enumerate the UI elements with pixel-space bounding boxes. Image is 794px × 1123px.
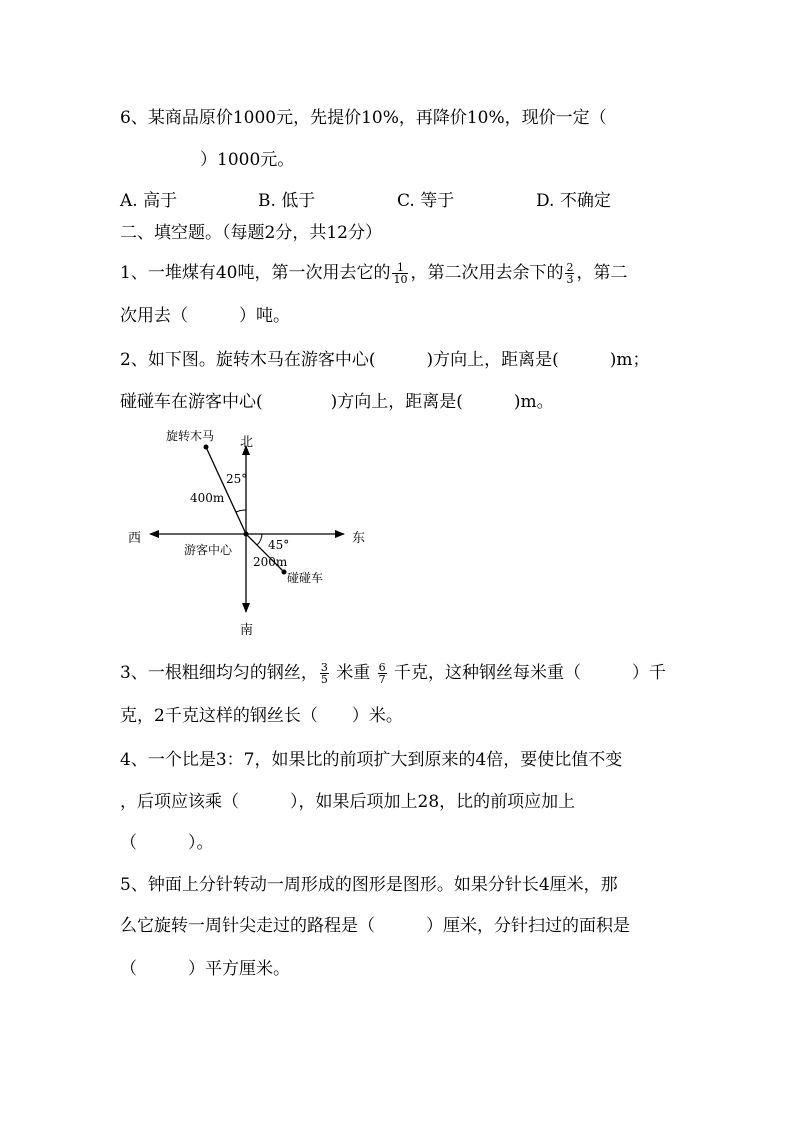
label-bumper: 碰碰车 — [287, 571, 324, 585]
angle-arc-45 — [257, 534, 262, 545]
fill-1-line2: 次用去（ ）吨。 — [120, 306, 290, 326]
fraction-1-10: $\frac{1}{10}$ — [393, 261, 408, 286]
fill-1-text-b: ，第二次用去余下的 — [410, 263, 564, 283]
fill-4-line1: 4、一个比是3：7，如果比的前项扩大到原来的4倍，要使比值不变 — [120, 750, 623, 770]
label-west: 西 — [128, 531, 142, 546]
fill-5-line2: 么它旋转一周针尖走过的路程是（ ）厘米，分针扫过的面积是 — [120, 916, 630, 936]
fill-3-text-c: 千克，这种钢丝每米重（ ）千 — [388, 663, 667, 683]
label-200m: 200m — [253, 555, 288, 569]
fill-3-line1 — [120, 661, 666, 685]
fill-5-line3: （ ）平方厘米。 — [120, 959, 290, 979]
fill-1-text-a: 1、一堆煤有40吨，第一次用去它的 — [120, 263, 391, 283]
section-heading: 二、填空题。（每题2分，共12分） — [120, 223, 382, 243]
bumper-point — [282, 570, 287, 575]
label-east: 东 — [352, 531, 366, 546]
fill-3-text-a: 3、一根粗细均匀的钢丝， — [120, 663, 318, 683]
fill-3-line2: 克，2千克这样的钢丝长（ ）米。 — [120, 706, 403, 726]
label-center: 游客中心 — [184, 543, 233, 557]
q6-line2: ）1000元。 — [200, 150, 295, 170]
fill-4-line3: （ ）。 — [120, 833, 214, 853]
option-c: C. 等于 — [397, 191, 455, 211]
label-angle-25: 25° — [226, 472, 248, 486]
fill-4-line2: ，后项应该乘（ ），如果后项加上28，比的前项应加上 — [120, 792, 576, 812]
label-south: 南 — [240, 623, 254, 638]
fill-2-line1: 2、如下图。旋转木马在游客中心( )方向上，距离是( )m； — [120, 350, 650, 370]
fraction-2-3: $\frac{2}{3}$ — [566, 261, 574, 286]
option-d: D. 不确定 — [536, 191, 611, 211]
option-b: B. 低于 — [258, 191, 316, 211]
option-a: A. 高于 — [120, 191, 178, 211]
label-angle-45: 45° — [268, 538, 290, 552]
carousel-point — [204, 445, 209, 450]
fill-1-text-c: ，第二 — [576, 263, 628, 283]
fraction-6-7: $\frac{6}{7}$ — [378, 661, 386, 686]
fill-5-line1: 5、钟面上分针转动一周形成的图形是图形。如果分针长4厘米，那 — [120, 875, 618, 895]
fill-3-text-b: 米重 — [330, 663, 376, 683]
label-carousel: 旋转木马 — [166, 429, 215, 443]
angle-arc-25 — [236, 510, 246, 512]
q6-line1: 6、某商品原价1000元，先提价10%，再降价10%，现价一定（ — [120, 108, 607, 128]
label-400m: 400m — [190, 491, 225, 505]
label-north: 北 — [240, 435, 254, 450]
fill-2-line2: 碰碰车在游客中心( )方向上，距离是( )m。 — [120, 392, 554, 412]
center-point — [244, 532, 249, 537]
fraction-3-5: $\frac{3}{5}$ — [320, 661, 328, 686]
